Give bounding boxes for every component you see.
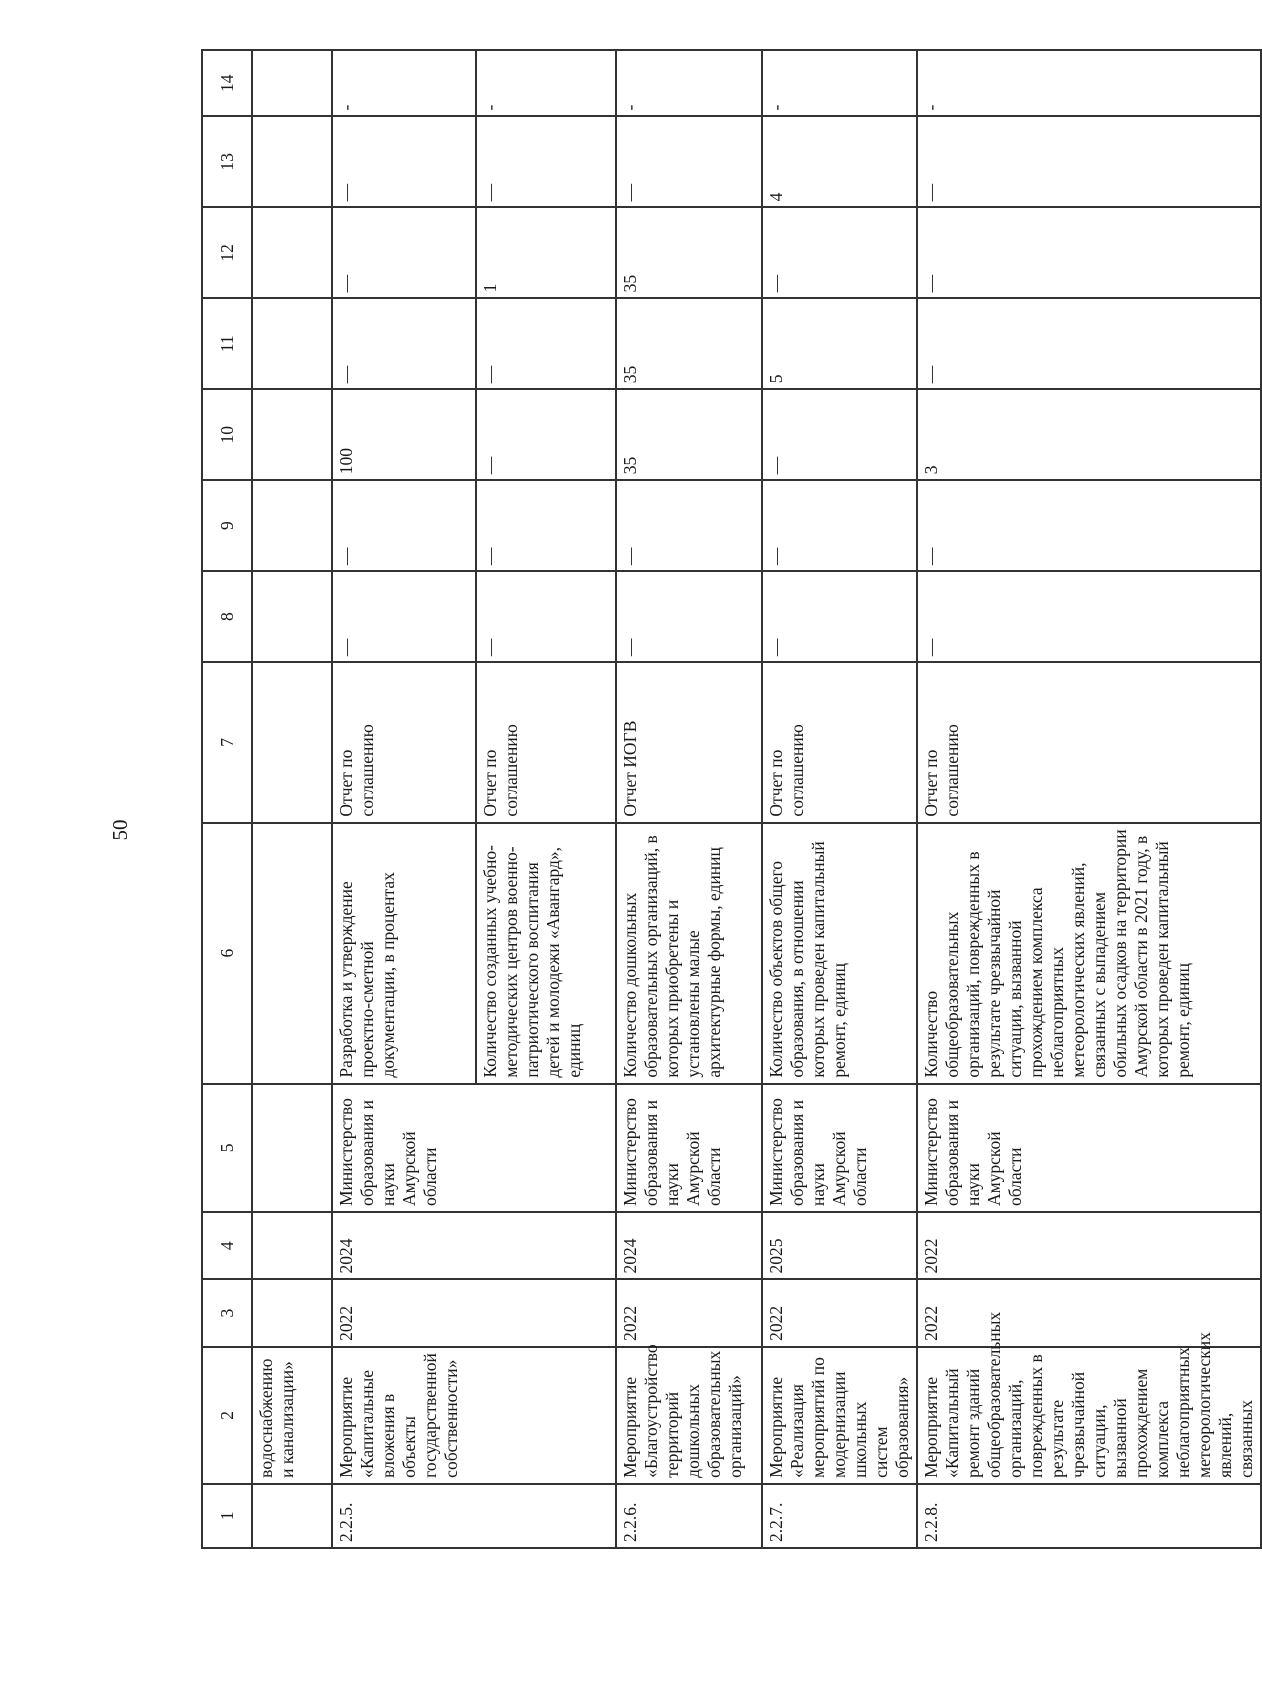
cell-end-year: 2024 <box>332 1212 616 1279</box>
cell-name: Мероприятие «Капитальный ремонт зданий общеобразовательных организаций, поврежденных в результате чрезвычайной ситуации, вызванной прохождением комплекса неблагоприятных метеорологических явлений, связанных <box>917 1347 1261 1484</box>
cell-source: Отчет по соглашению <box>476 662 616 823</box>
empty-cell <box>252 1084 332 1212</box>
cell-indicator: Количество объектов общего образования, в отношении которых проведен капитальный ремонт, единиц <box>762 823 917 1084</box>
cell-source: Отчет по соглашению <box>332 662 476 823</box>
cell-executor: Министерство образования и науки Амурской области <box>616 1084 762 1212</box>
cell-value: - <box>762 50 917 116</box>
empty-cell <box>252 1279 332 1346</box>
cell-value: 35 <box>616 389 762 480</box>
cell-executor: Министерство образования и науки Амурской области <box>762 1084 917 1212</box>
page-number: 50 <box>108 819 132 841</box>
cell-value: — <box>476 298 616 389</box>
empty-cell <box>252 50 332 116</box>
cell-indicator: Разработка и утверждение проектно-сметной документации, в процентах <box>332 823 476 1084</box>
cell-end-year: 2022 <box>917 1212 1261 1279</box>
cell-value: 3 <box>917 389 1261 480</box>
cell-value: - <box>332 50 476 116</box>
cell-start-year: 2022 <box>616 1279 762 1346</box>
cell-value: — <box>762 389 917 480</box>
cell-value: — <box>917 480 1261 571</box>
header-cell: 14 <box>202 50 252 116</box>
cell-value: - <box>917 50 1261 116</box>
header-cell: 3 <box>202 1279 252 1346</box>
cell-value: - <box>476 50 616 116</box>
table-row <box>917 50 1261 1548</box>
cell-num: 2.2.7. <box>762 1484 917 1548</box>
table-row <box>762 50 917 1548</box>
empty-cell <box>252 823 332 1084</box>
empty-cell <box>252 207 332 298</box>
cell-num <box>252 1484 332 1548</box>
continuation-row <box>252 50 332 1548</box>
cell-value: — <box>616 480 762 571</box>
cell-value: — <box>476 480 616 571</box>
header-cell: 11 <box>202 298 252 389</box>
empty-cell <box>252 571 332 662</box>
cell-value: 1 <box>476 207 616 298</box>
header-cell: 6 <box>202 823 252 1084</box>
cell-num: 2.2.6. <box>616 1484 762 1548</box>
cell-value: - <box>616 50 762 116</box>
cell-indicator: Количество дошкольных образовательных организаций, в которых приобретены и установлены малые архитектурные формы, единиц <box>616 823 762 1084</box>
empty-cell <box>252 662 332 823</box>
cell-name: водоснабжению и канализации» <box>252 1347 332 1484</box>
empty-cell <box>252 480 332 571</box>
header-cell: 8 <box>202 571 252 662</box>
program-table <box>201 49 1262 1549</box>
cell-value: — <box>332 207 476 298</box>
empty-cell <box>252 1212 332 1279</box>
cell-start-year: 2022 <box>762 1279 917 1346</box>
cell-value: — <box>917 298 1261 389</box>
cell-value: — <box>476 116 616 207</box>
cell-start-year: 2022 <box>917 1279 1261 1346</box>
header-cell: 10 <box>202 389 252 480</box>
cell-value: — <box>762 207 917 298</box>
cell-end-year: 2025 <box>762 1212 917 1279</box>
cell-indicator: Количество созданных учебно-методических центров военно-патриотического воспитания детей и молодежи «Авангард», единиц <box>476 823 616 1084</box>
cell-value: — <box>917 116 1261 207</box>
rotated-table-container <box>201 49 1256 1549</box>
cell-source: Отчет ИОГВ <box>616 662 762 823</box>
header-cell: 12 <box>202 207 252 298</box>
header-cell: 1 <box>202 1484 252 1548</box>
cell-start-year: 2022 <box>332 1279 616 1346</box>
empty-cell <box>252 389 332 480</box>
cell-value: — <box>332 480 476 571</box>
cell-value: 4 <box>762 116 917 207</box>
header-cell: 9 <box>202 480 252 571</box>
cell-indicator: Количество общеобразовательных организаций, поврежденных в результате чрезвычайной ситуации, вызванной прохождением комплекса неблагоприятных метеорологических явлений, связанных с выпадением обильных осадков на территории Амурской области в 2021 году, в которых проведен капитальный ремонт, единиц <box>917 823 1261 1084</box>
cell-value: 100 <box>332 389 476 480</box>
header-cell: 2 <box>202 1347 252 1484</box>
table-row <box>332 50 476 1548</box>
cell-value: — <box>917 571 1261 662</box>
empty-cell <box>252 298 332 389</box>
cell-value: — <box>476 389 616 480</box>
cell-executor: Министерство образования и науки Амурской области <box>917 1084 1261 1212</box>
cell-value: — <box>616 571 762 662</box>
header-cell: 4 <box>202 1212 252 1279</box>
cell-value: — <box>762 480 917 571</box>
header-row <box>202 50 252 1548</box>
cell-value: — <box>762 571 917 662</box>
cell-value: — <box>332 571 476 662</box>
cell-name: Мероприятие «Реализация мероприятий по модернизации школьных систем образования» <box>762 1347 917 1484</box>
cell-end-year: 2024 <box>616 1212 762 1279</box>
cell-value: — <box>917 207 1261 298</box>
cell-executor: Министерство образования и науки Амурской области <box>332 1084 616 1212</box>
cell-value: — <box>616 116 762 207</box>
cell-value: 35 <box>616 207 762 298</box>
cell-value: — <box>332 116 476 207</box>
cell-value: 5 <box>762 298 917 389</box>
empty-cell <box>252 116 332 207</box>
cell-name: Мероприятие «Благоустройство территорий дошкольных образовательных организаций» <box>616 1347 762 1484</box>
cell-num: 2.2.5. <box>332 1484 616 1548</box>
cell-source: Отчет по соглашению <box>762 662 917 823</box>
cell-value: — <box>332 298 476 389</box>
cell-source: Отчет по соглашению <box>917 662 1261 823</box>
header-cell: 5 <box>202 1084 252 1212</box>
header-cell: 7 <box>202 662 252 823</box>
cell-value: 35 <box>616 298 762 389</box>
cell-name: Мероприятие «Капитальные вложения в объекты государственной собственности» <box>332 1347 616 1484</box>
table-row <box>616 50 762 1548</box>
cell-value: — <box>476 571 616 662</box>
header-cell: 13 <box>202 116 252 207</box>
cell-num: 2.2.8. <box>917 1484 1261 1548</box>
